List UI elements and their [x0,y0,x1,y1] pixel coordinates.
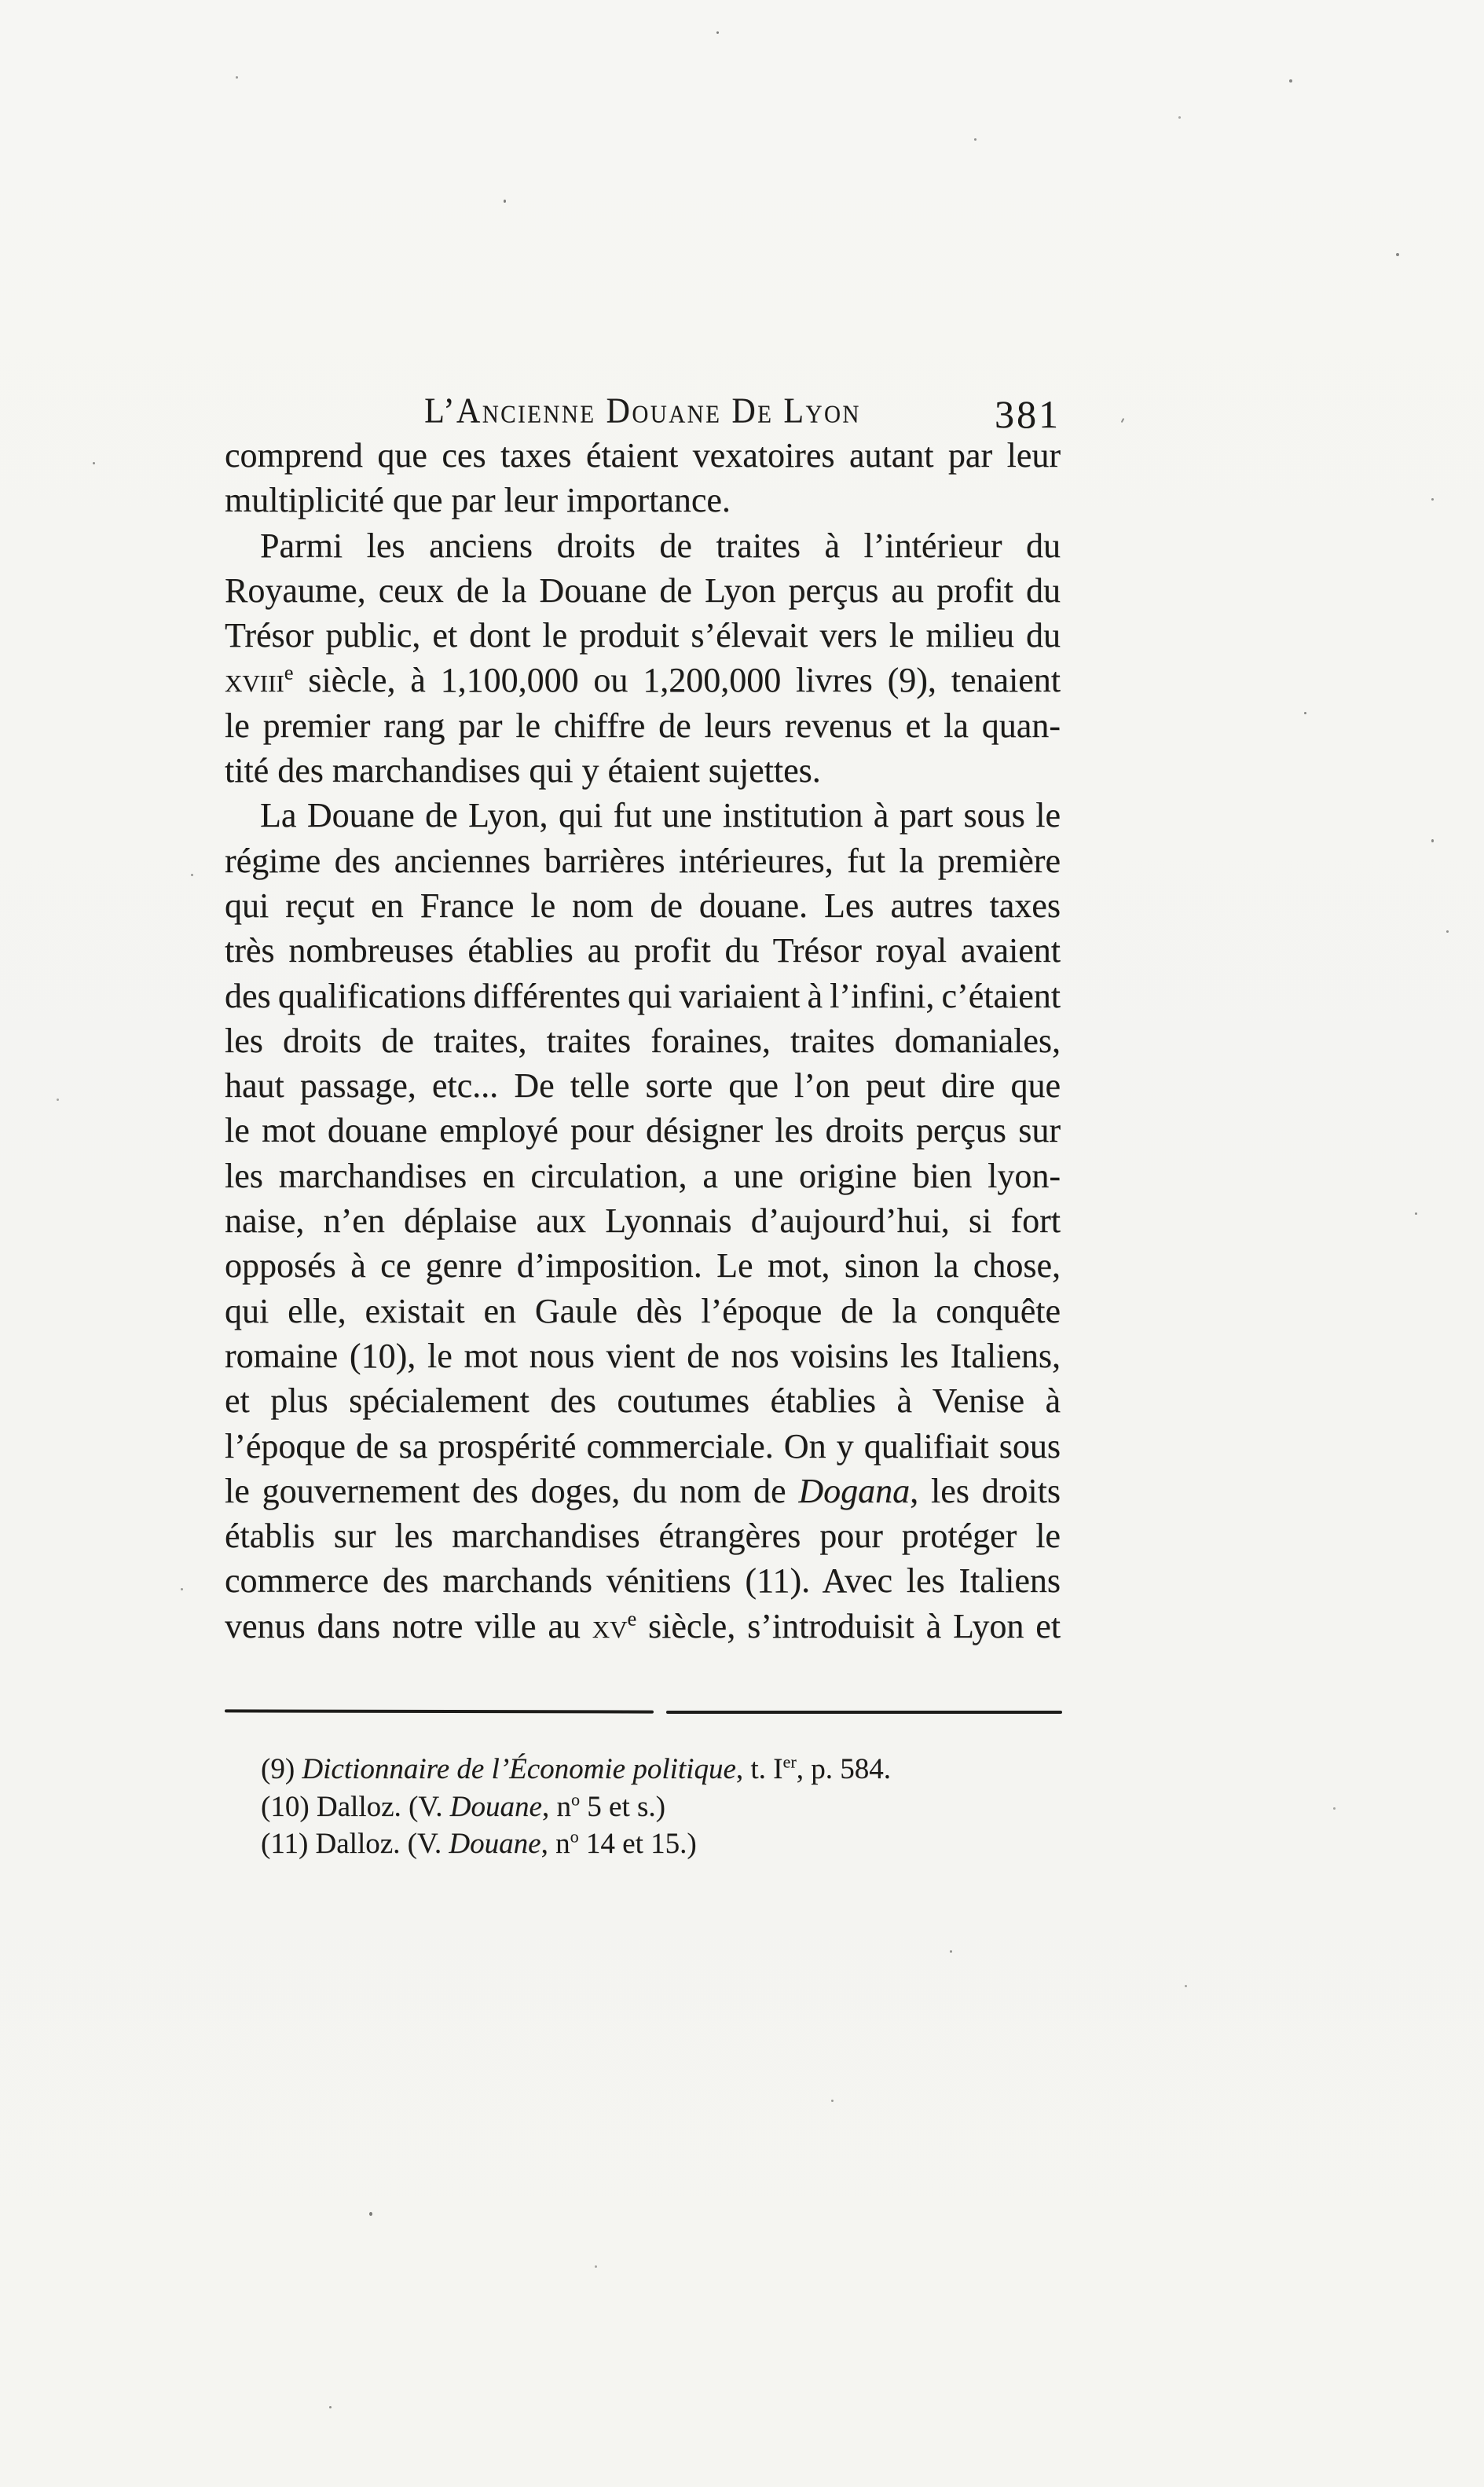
text-line: des qualifications différentes qui variaient à l’infini, c’étaient [225,976,1061,1015]
text-line: naise, n’en déplaise aux Lyonnais d’aujourd’hui, si fort [225,1201,1061,1241]
text-line: qui elle, existait en Gaule dès l’époque de la conquête [225,1291,1061,1330]
scan-speck [1431,498,1434,501]
scan-speck [1178,116,1181,119]
text-line: très nombreuses établies au profit du Trésor royal avaient [225,931,1061,970]
scan-speck [369,2212,372,2216]
footnote-separator [225,1710,1062,1714]
text-line: qui reçut en France le nom de douane. Les autres taxes [225,886,1061,925]
text-line: multiplicité que par leur importance. [225,481,731,520]
scan-speck [1431,839,1434,842]
text-line: haut passage, etc... De telle sorte que l’on peut dire que [225,1066,1061,1106]
scan-speck [595,2265,597,2268]
scan-speck [329,2406,332,2408]
scan-speck [57,1099,59,1101]
scan-speck [831,2100,834,2102]
scan-speck [181,1588,183,1590]
scan-speck [1446,930,1449,933]
text-line: le premier rang par le chiffre de leurs revenus et la quan- [225,706,1061,745]
text-line: commerce des marchands vénitiens (11). Avec les Italiens [225,1561,1061,1601]
text-line: romaine (10), le mot nous vient de nos voisins les Italiens, [225,1336,1061,1375]
scan-speck [974,138,977,141]
scan-speck [1415,1212,1417,1215]
scan-speck [1185,1985,1187,1987]
footnote-separator-left [225,1709,654,1713]
scan-speck [1289,79,1292,83]
scan-speck [191,874,193,876]
scan-speck [504,200,506,203]
scan-speck [1396,253,1399,256]
scan-speck [236,76,238,79]
scan-speck [1333,1807,1336,1810]
footnotes [225,1751,1061,1863]
text-line: xviii$^e$ siècle, à 1,100,000 ou 1,200,000 livres (9), tenaient [225,660,1061,700]
text-line: régime des anciennes barrières intérieures, fut la première [225,841,1061,880]
text-line: les droits de traites, traites foraines, traites domaniales, [225,1021,1061,1060]
body-text [225,433,1061,1649]
text-line: l’époque de sa prospérité commerciale. On y qualifiait sous [225,1426,1061,1465]
text-line: établis sur les marchandises étrangères pour protéger le [225,1517,1061,1556]
text-line: opposés à ce genre d’imposition. Le mot, sinon la chose, [225,1246,1061,1286]
page-number: 381 [995,392,1061,436]
scan-speck [93,462,95,464]
text-line: et plus spécialement des coutumes établies à Venise à [225,1381,1061,1421]
text-line: tité des marchandises qui y étaient sujettes. [225,751,821,790]
footnote: (10) Dalloz. (V. Douane, $n^o$ 5 et s.) [261,1789,665,1823]
scan-speck [716,31,719,34]
scan-speck [950,1950,952,1953]
scan-speck [1121,418,1125,423]
footnote: (9) Dictionnaire de l’Économie politique, t. Ier, p. 584. [261,1752,891,1785]
text-line: Parmi les anciens droits de traites à l’intérieur du [260,526,1061,565]
footnote-separator-right [666,1711,1062,1714]
text-line: le gouvernement des doges, du nom de Dogana, les droits [225,1471,1061,1510]
text-line: Trésor public, et dont le produit s’élevait vers le milieu du [225,616,1061,655]
scan-speck [1304,712,1306,714]
text-line: La Douane de Lyon, qui fut une institution à part sous le [260,796,1061,835]
text-line: comprend que ces taxes étaient vexatoires autant par leur [225,436,1061,475]
text-line: Royaume, ceux de la Douane de Lyon perçus au profit du [225,570,1061,610]
page-title: L’Ancienne Douane De Lyon [424,391,861,431]
footnote: (11) Dalloz. (V. Douane, $n^o$ 14 et 15.) [261,1826,697,1861]
text-line: les marchandises en circulation, a une origine bien lyon- [225,1156,1061,1195]
text-line: le mot douane employé pour désigner les droits perçus sur [225,1111,1061,1150]
running-head [225,391,1061,436]
text-line: venus dans notre ville au $xv^e$ siècle, s’introduisit à Lyon et [225,1606,1061,1645]
